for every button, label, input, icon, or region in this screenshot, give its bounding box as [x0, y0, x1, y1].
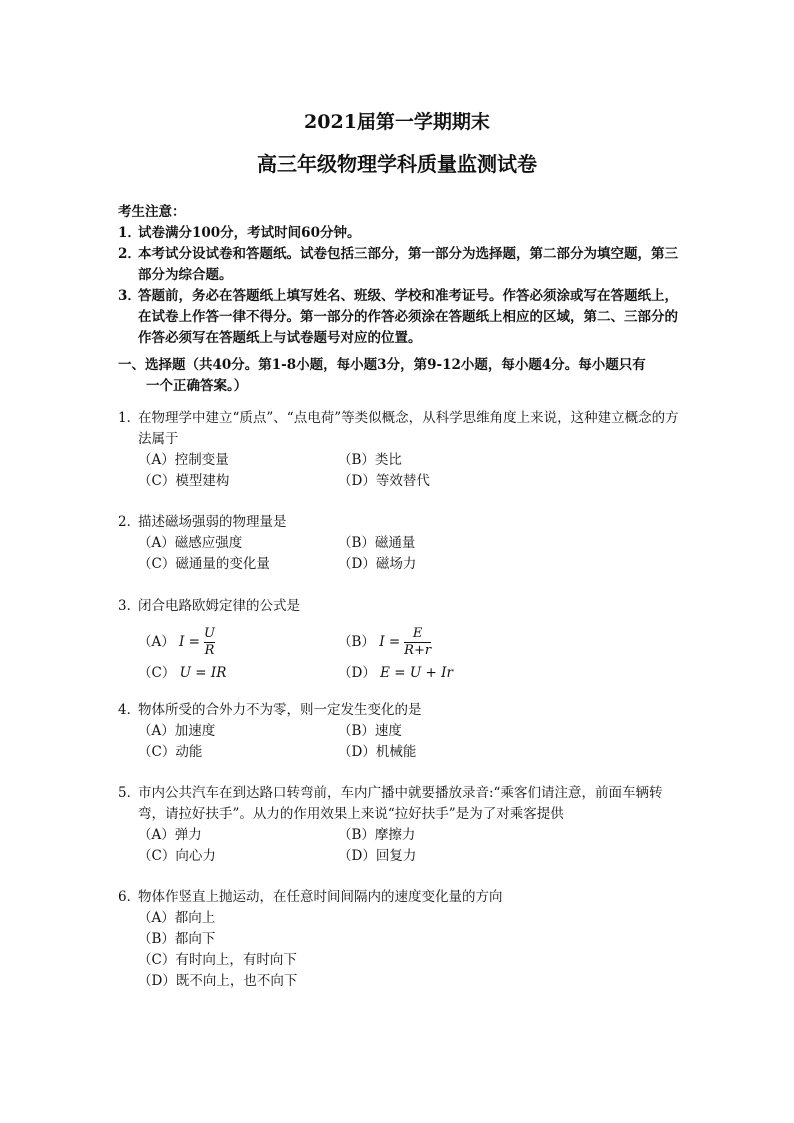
formula-lhs: I =: [179, 633, 200, 650]
formula-c: U = IR: [179, 665, 227, 681]
question-number: 1．: [118, 410, 141, 426]
fraction: [204, 626, 215, 659]
question-stem: [118, 887, 688, 908]
denominator: R+r: [404, 642, 432, 658]
question-text: 市内公共汽车在到达路口转弯前，车内广播中就要播放录音:“乘客们请注意，前面车辆转弯，请拉好扶手”。从力的作用效果上来说“拉好扶手”是为了对乘客提供: [138, 785, 663, 822]
question-5: [118, 783, 688, 867]
option-d[interactable]: [338, 663, 538, 684]
option-c[interactable]: [138, 663, 338, 684]
question-number: 4．: [118, 702, 141, 718]
question-6: [118, 887, 688, 992]
notice-item-text: 试卷满分100分，考试时间60分钟。: [138, 225, 361, 241]
option-b[interactable]: [338, 626, 538, 659]
notice-item-number: 1．: [118, 225, 141, 241]
option-b[interactable]: （B）摩擦力: [338, 827, 416, 843]
option-b[interactable]: （B）类比: [338, 452, 402, 468]
option-d[interactable]: （D）既不向上，也不向下: [138, 973, 298, 989]
question-text: 在物理学中建立“质点”、“点电荷”等类似概念，从科学思维角度上来说，这种建立概念的方法属于: [138, 410, 679, 447]
options: [138, 533, 688, 575]
question-stem: [118, 783, 688, 825]
option-b[interactable]: （B）都向下: [138, 931, 216, 947]
options: [138, 908, 688, 992]
option-d[interactable]: （D）回复力: [338, 848, 417, 864]
question-stem: [118, 700, 688, 721]
options: [138, 721, 688, 763]
notice-item-number: 3．: [118, 288, 141, 304]
numerator: E: [412, 625, 423, 641]
denominator: R: [204, 642, 215, 658]
fraction: [404, 626, 431, 659]
option-c[interactable]: （C）有时向上，有时向下: [138, 952, 297, 968]
section-heading-line1: 一、选择题（共40分。第1-8小题，每小题3分，第9-12小题，每小题4分。每小题只有: [118, 357, 646, 373]
option-label: （A）: [138, 633, 175, 650]
formula-b: [379, 626, 431, 659]
question-text: 物体所受的合外力不为零，则一定发生变化的是: [138, 702, 422, 718]
option-b[interactable]: （B）速度: [338, 723, 402, 739]
option-c[interactable]: （C）向心力: [138, 848, 216, 864]
notice-item: [118, 223, 688, 244]
exam-title-line2: 高三年级物理学科质量监测试卷: [257, 152, 537, 176]
options: [138, 621, 688, 684]
option-c[interactable]: （C）磁通量的变化量: [138, 556, 270, 572]
option-d[interactable]: （D）磁场力: [338, 556, 417, 572]
candidate-notice: [118, 202, 688, 349]
option-a[interactable]: （A）弹力: [138, 827, 202, 843]
numerator: U: [203, 625, 215, 641]
notice-item-number: 2．: [118, 246, 141, 262]
exam-title-line1: 2021届第一学期期末: [304, 111, 490, 133]
option-label: （B）: [338, 633, 375, 650]
option-a[interactable]: [138, 626, 338, 659]
question-number: 3．: [118, 598, 141, 614]
option-c[interactable]: （C）模型建构: [138, 473, 230, 489]
question-stem: [118, 408, 688, 450]
option-c[interactable]: （C）动能: [138, 744, 203, 760]
notice-item: [118, 286, 688, 349]
question-text: 闭合电路欧姆定律的公式是: [138, 598, 300, 614]
formula-a: [179, 626, 215, 659]
notice-item-text: 答题前，务必在答题纸上填写姓名、班级、学校和准考证号。作答必须涂或写在答题纸上，在试卷上作答一律不得分。第一部分的作答必须涂在答题纸上相应的区域，第二、三部分的作答必须写在答题纸上与试卷题号对应的位置。: [138, 288, 678, 346]
option-a[interactable]: （A）都向上: [138, 910, 216, 926]
options: [138, 450, 688, 492]
option-b[interactable]: （B）磁通量: [338, 535, 416, 551]
notice-heading: 考生注意：: [118, 204, 186, 220]
question-4: [118, 700, 688, 763]
option-label: （C）: [138, 665, 176, 681]
question-stem: [118, 596, 688, 617]
option-d[interactable]: （D）等效替代: [338, 473, 430, 489]
option-label: （D）: [338, 665, 376, 681]
section-heading: [118, 355, 678, 397]
question-number: 5．: [118, 785, 141, 801]
question-text: 描述磁场强弱的物理量是: [138, 514, 287, 530]
notice-item: [118, 244, 688, 286]
question-text: 物体作竖直上抛运动，在任意时间间隔内的速度变化量的方向: [138, 889, 503, 905]
section-heading-line2: 一个正确答案。）: [146, 378, 248, 394]
formula-lhs: I =: [379, 633, 401, 650]
option-d[interactable]: （D）机械能: [338, 744, 417, 760]
question-3: [118, 596, 688, 684]
formula-d: E = U + Ir: [380, 665, 453, 681]
question-1: [118, 408, 688, 492]
notice-item-text: 本考试分设试卷和答题纸。试卷包括三部分，第一部分为选择题，第二部分为填空题，第三部分为综合题。: [138, 246, 678, 283]
option-a[interactable]: （A）磁感应强度: [138, 535, 243, 551]
option-a[interactable]: （A）加速度: [138, 723, 216, 739]
question-stem: [118, 512, 688, 533]
options: [138, 825, 688, 867]
question-number: 6．: [118, 889, 141, 905]
option-a[interactable]: （A）控制变量: [138, 452, 229, 468]
question-2: [118, 512, 688, 575]
question-number: 2．: [118, 514, 141, 530]
